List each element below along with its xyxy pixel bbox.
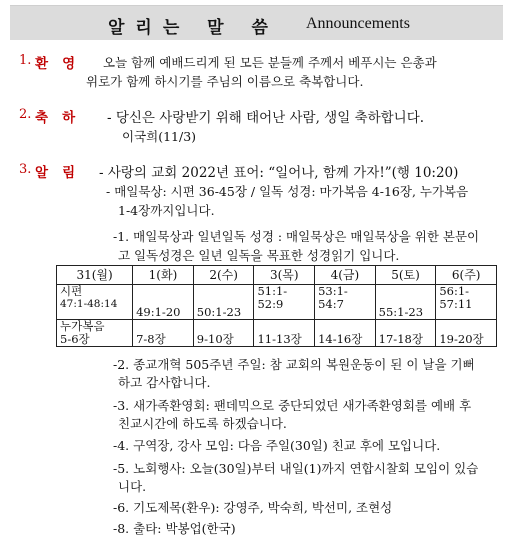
day-header: 5(토) <box>375 266 436 285</box>
psalms-reading: 51:1- 52:9 <box>254 285 315 320</box>
title-english: Announcements <box>306 15 410 32</box>
item-2-line-2: 하고 감사합니다. <box>118 375 211 390</box>
congrats-line-1: - 당신은 사랑받기 위해 태어난 사람, 생일 축하합니다. <box>107 110 425 126</box>
item-3-line-2: 친교시간에 하도록 하겠습니다. <box>118 416 287 431</box>
notice-label: 알 림 <box>35 165 76 181</box>
welcome-label: 환 영 <box>35 56 76 72</box>
luke-reading: 17-18장 <box>375 320 436 347</box>
item-5-line-2: 니다. <box>118 479 147 494</box>
luke-reading: 14-16장 <box>315 320 376 347</box>
item-1-line-1: -1. 매일묵상과 일년일독 성경 : 매일묵상은 매일묵상을 위한 본문이 <box>113 229 480 244</box>
day-header: 31(월) <box>57 266 133 285</box>
reading-schedule-table <box>56 265 497 347</box>
day-header: 3(목) <box>254 266 315 285</box>
item-8: -8. 출타: 박봉업(한국) <box>113 521 236 536</box>
luke-reading: 7-8장 <box>133 320 194 347</box>
luke-reading: 5-6장 <box>60 332 90 346</box>
item-3-line-1: -3. 새가족환영회: 팬데믹으로 중단되었던 새가족환영회를 예배 후 <box>113 398 472 413</box>
psalms-reading: 50:1-23 <box>193 285 254 320</box>
welcome-number: 1. <box>19 53 32 68</box>
day-header: 4(금) <box>315 266 376 285</box>
day-header: 6(주) <box>436 266 497 285</box>
psalms-reading: 56:1- 57:11 <box>436 285 497 320</box>
day-header: 2(수) <box>193 266 254 285</box>
daily-reading-line: - 매일묵상: 시편 36-45장 / 일독 성경: 마가복음 4-16장, 누가복음 <box>106 184 469 199</box>
psalms-row-label: 시편 <box>60 284 83 298</box>
congrats-line-2: 이국희(11/3) <box>122 129 197 144</box>
luke-reading: 9-10장 <box>193 320 254 347</box>
luke-row-label: 누가복음 <box>60 319 105 333</box>
header-bar <box>10 5 503 40</box>
psalms-reading: 49:1-20 <box>133 285 194 320</box>
title-korean: 알리는 말 씀 <box>108 18 279 38</box>
psalms-cell <box>57 285 133 320</box>
congrats-label: 축 하 <box>35 110 76 126</box>
item-1-line-2: 고 일독성경은 일년 일독을 목표한 성경읽기 입니다. <box>118 248 400 263</box>
welcome-line-2: 위로가 함께 하시기를 주님의 이름으로 축복합니다. <box>86 74 364 89</box>
motto-line: - 사랑의 교회 2022년 표어: “일어나, 함께 가자!”(행 10:20) <box>99 165 459 181</box>
psalms-reading: 47:1-48:14 <box>60 298 118 310</box>
psalms-reading: 53:1- 54:7 <box>315 285 376 320</box>
notice-number: 3. <box>19 162 32 177</box>
luke-reading: 19-20장 <box>436 320 497 347</box>
day-header: 1(화) <box>133 266 194 285</box>
daily-reading-line-2: 1-4장까지입니다. <box>118 203 215 218</box>
item-6: -6. 기도제목(환우): 강영주, 박숙희, 박선미, 조현성 <box>113 500 393 515</box>
congrats-number: 2. <box>19 107 32 122</box>
welcome-line-1: 오늘 함께 예배드리게 된 모든 분들께 주께서 베푸시는 은총과 <box>103 55 437 70</box>
luke-reading: 11-13장 <box>254 320 315 347</box>
item-2-line-1: -2. 종교개혁 505주년 주일: 참 교회의 복원운동이 된 이 날을 기뻐 <box>113 357 475 372</box>
item-5-line-1: -5. 노회행사: 오늘(30일)부터 내일(1)까지 연합시찰회 모임이 있습 <box>113 461 479 476</box>
luke-cell <box>57 320 133 347</box>
psalms-reading: 55:1-23 <box>375 285 436 320</box>
item-4: -4. 구역장, 강사 모임: 다음 주일(30일) 친교 후에 모입니다. <box>113 438 441 453</box>
